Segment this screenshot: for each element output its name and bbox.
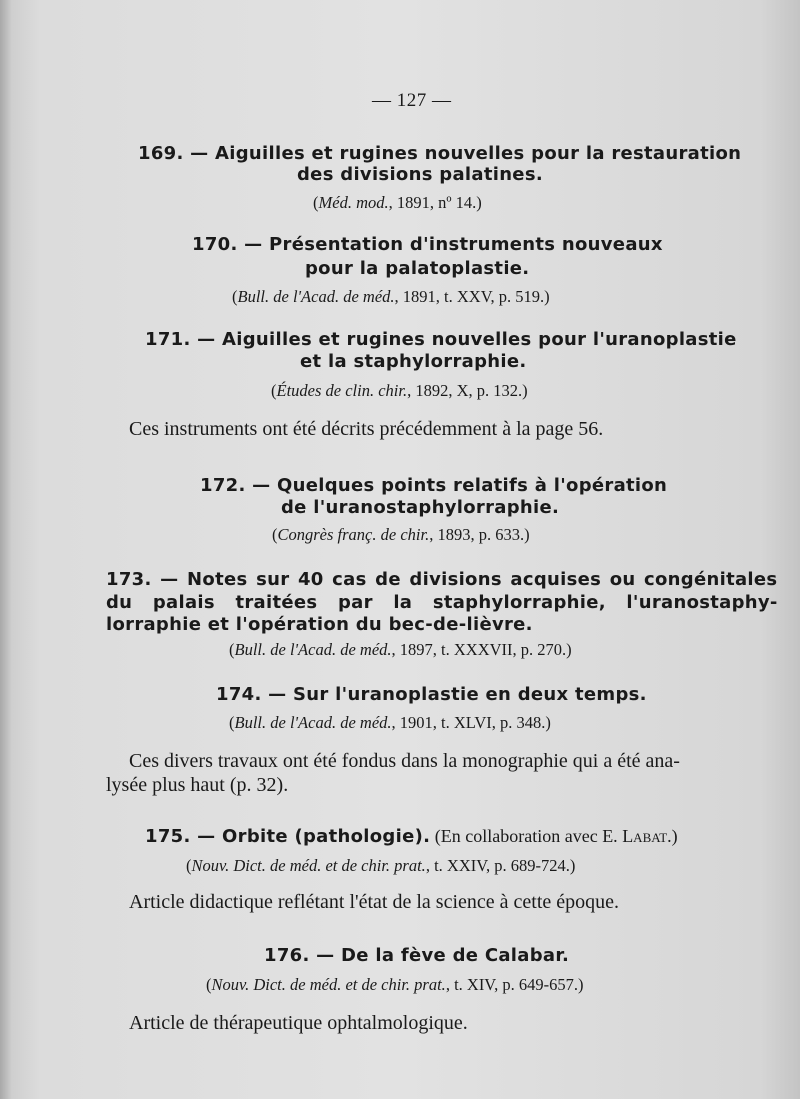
entry-171-title-line1: 171. — Aiguilles et rugines nouvelles pour l'uranoplastie [145, 329, 737, 350]
entry-176-reference: (Nouv. Dict. de méd. et de chir. prat., t. XIV, p. 649-657.) [206, 975, 584, 994]
entry-172-title-line1: 172. — Quelques points relatifs à l'opération [200, 475, 668, 496]
entry-174-note-line1: Ces divers travaux ont été fondus dans la monographie qui a été ana- [129, 750, 680, 772]
entry-171-title-line2: et la staphylorraphie. [300, 351, 527, 372]
entry-173-ref-details: , 1897, t. XXXVII, p. 270.) [391, 640, 572, 659]
entry-172-title-line2: de l'uranostaphylorraphie. [281, 497, 560, 518]
entry-173-title-line1: 173. — Notes sur 40 cas de divisions acquises ou congénitales [106, 569, 778, 590]
entry-170-title-line1: 170. — Présentation d'instruments nouveaux [192, 234, 663, 255]
entry-173-journal: Bull. de l'Acad. de méd. [234, 640, 392, 659]
entry-169-reference: (Méd. mod., 1891, nº 14.) [313, 193, 482, 212]
entry-174-ref-details: , 1901, t. XLVI, p. 348.) [391, 713, 551, 732]
entry-172-reference: (Congrès franç. de chir., 1893, p. 633.) [272, 525, 530, 544]
page-edge-shadow [0, 0, 12, 1099]
entry-176-journal: Nouv. Dict. de méd. et de chir. prat. [211, 975, 446, 994]
entry-169-ref-details: , 1891, nº 14.) [388, 193, 482, 212]
entry-170-reference: (Bull. de l'Acad. de méd., 1891, t. XXV, p. 519.) [232, 287, 550, 306]
entry-176-note: Article de thérapeutique ophtalmologique. [129, 1012, 468, 1034]
entry-171-reference: (Études de clin. chir., 1892, X, p. 132.) [271, 381, 528, 400]
entry-169-journal: Méd. mod. [318, 193, 389, 212]
entry-172-journal: Congrès franç. de chir. [277, 525, 430, 544]
entry-175-subject: 175. — Orbite (pathologie). [145, 826, 431, 847]
entry-175-reference: (Nouv. Dict. de méd. et de chir. prat., t. XXIV, p. 689-724.) [186, 856, 576, 875]
entry-171-ref-details: , 1892, X, p. 132.) [407, 381, 528, 400]
entry-174-journal: Bull. de l'Acad. de méd. [234, 713, 392, 732]
entry-169-title-line1: 169. — Aiguilles et rugines nouvelles pour la restauration [138, 143, 742, 164]
entry-175-collaboration: (En collaboration avec E. [434, 826, 618, 846]
entry-174-title: 174. — Sur l'uranoplastie en deux temps. [216, 684, 647, 705]
entry-175-note: Article didactique reflétant l'état de la science à cette époque. [129, 891, 620, 913]
entry-175-collab-end: .) [667, 826, 678, 846]
entry-171-note: Ces instruments ont été décrits précédemment à la page 56. [129, 418, 604, 440]
entry-170-ref-details: , 1891, t. XXV, p. 519.) [394, 287, 550, 306]
entry-175-ref-details: , t. XXIV, p. 689-724.) [425, 856, 576, 875]
entry-176-title: 176. — De la fève de Calabar. [264, 945, 570, 966]
entry-170-journal: Bull. de l'Acad. de méd. [237, 287, 395, 306]
entry-173-reference: (Bull. de l'Acad. de méd., 1897, t. XXXVII, p. 270.) [229, 640, 572, 659]
entry-176-ref-details: , t. XIV, p. 649-657.) [445, 975, 584, 994]
entry-175-journal: Nouv. Dict. de méd. et de chir. prat. [191, 856, 426, 875]
entry-172-ref-details: , 1893, p. 633.) [429, 525, 530, 544]
entry-173-title-line3: lorraphie et l'opération du bec-de-lièvre. [106, 614, 533, 635]
entry-169-title-line2: des divisions palatines. [297, 164, 543, 185]
entry-174-reference: (Bull. de l'Acad. de méd., 1901, t. XLVI, p. 348.) [229, 713, 551, 732]
entry-173-title-line2: du palais traitées par la staphylorraphie, l'uranostaphy- [106, 592, 778, 613]
entry-175-collaborator: Labat [622, 826, 668, 846]
entry-174-note-line2: lysée plus haut (p. 32). [106, 774, 289, 796]
page-number: — 127 — [372, 90, 452, 111]
entry-171-journal: Études de clin. chir. [276, 381, 408, 400]
entry-170-title-line2: pour la palatoplastie. [305, 258, 530, 279]
entry-175-title [145, 826, 678, 847]
